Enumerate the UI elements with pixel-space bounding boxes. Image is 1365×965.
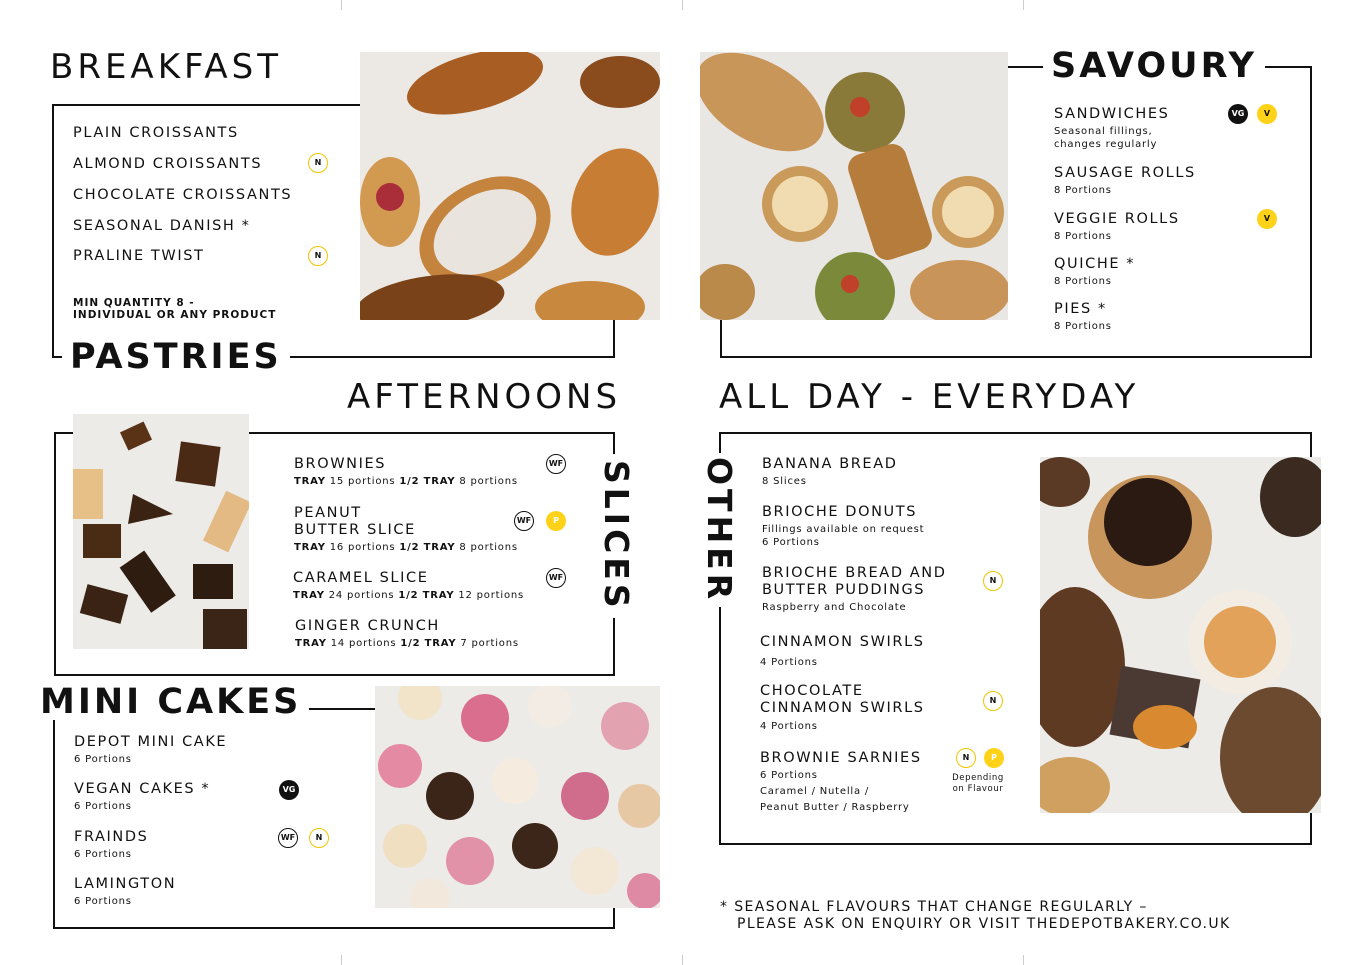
fold-mark-bottom-right xyxy=(1023,955,1024,965)
nut-badge-icon: N xyxy=(956,748,976,768)
badge-note-line: Depending xyxy=(952,773,1004,783)
vegetarian-badge-icon: V xyxy=(1257,104,1277,124)
fold-mark-top-right xyxy=(1023,0,1024,10)
item-detail: Raspberry and Chocolate xyxy=(762,602,907,613)
list-item xyxy=(73,125,239,142)
item-detail: Fillings available on request xyxy=(762,524,925,535)
item-name: FRAINDS xyxy=(74,829,149,845)
note-line: INDIVIDUAL OR ANY PRODUCT xyxy=(73,309,277,321)
item-detail: 8 Slices xyxy=(762,476,807,487)
vegetarian-badge-icon: V xyxy=(1257,209,1277,229)
brownies-photo xyxy=(73,414,249,649)
item-name: BROWNIES xyxy=(294,456,387,472)
item-name: VEGAN CAKES * xyxy=(74,781,211,797)
fold-mark-bottom-center xyxy=(682,955,683,965)
list-item xyxy=(1054,256,1135,288)
savoury-title: SAVOURY xyxy=(1043,49,1265,84)
list-item xyxy=(74,876,176,908)
fold-mark-top-left xyxy=(341,0,342,10)
item-detail: 8 Portions xyxy=(1054,185,1112,196)
peanut-badge-icon: P xyxy=(984,748,1004,768)
fold-mark-bottom-left xyxy=(341,955,342,965)
list-item xyxy=(762,504,924,549)
list-item xyxy=(295,618,519,650)
min-quantity-note xyxy=(73,297,276,321)
badge-note-line: on Flavour xyxy=(952,784,1004,794)
vegan-badge-icon: VG xyxy=(279,780,299,800)
item-detail: TRAY 16 portions 1/2 TRAY 8 portions xyxy=(294,542,518,553)
nut-badge-icon: N xyxy=(983,691,1003,711)
wheat-free-badge-icon: WF xyxy=(278,828,298,848)
item-name: BRIOCHE DONUTS xyxy=(762,504,918,520)
item-detail: changes regularly xyxy=(1054,139,1158,150)
list-item xyxy=(74,829,148,861)
item-detail: TRAY 14 portions 1/2 TRAY 7 portions xyxy=(295,638,519,649)
vegan-badge-icon: VG xyxy=(1228,104,1248,124)
list-item xyxy=(74,734,227,766)
item-name: BUTTER PUDDINGS xyxy=(762,582,926,598)
item-name: QUICHE * xyxy=(1054,256,1136,272)
item-name: BUTTER SLICE xyxy=(294,522,416,538)
other-title: OTHER xyxy=(703,453,736,607)
nut-badge-icon: N xyxy=(308,246,328,266)
item-detail: TRAY 15 portions 1/2 TRAY 8 portions xyxy=(294,476,518,487)
item-detail: Caramel / Nutella / xyxy=(760,786,870,797)
item-detail: 6 Portions xyxy=(762,537,820,548)
item-detail: 4 Portions xyxy=(760,657,818,668)
list-item xyxy=(73,187,292,204)
wheat-free-badge-icon: WF xyxy=(546,454,566,474)
badge-note xyxy=(945,773,1011,795)
list-item xyxy=(294,456,518,488)
item-name: GINGER CRUNCH xyxy=(295,618,440,634)
item-name: PEANUT xyxy=(294,505,362,521)
list-item xyxy=(1054,106,1169,151)
list-item xyxy=(1054,301,1112,333)
footnote-line: * SEASONAL FLAVOURS THAT CHANGE REGULARLY – xyxy=(720,899,1148,915)
savoury-photo xyxy=(700,52,1008,320)
item-name: CHOCOLATE xyxy=(760,683,864,699)
peanut-badge-icon: P xyxy=(546,511,566,531)
list-item xyxy=(760,634,925,669)
seasonal-footnote xyxy=(720,899,1231,933)
item-detail: 8 Portions xyxy=(1054,276,1112,287)
item-detail: TRAY 24 portions 1/2 TRAY 12 portions xyxy=(293,590,525,601)
all-day-title: ALL DAY - EVERYDAY xyxy=(719,377,1140,417)
wheat-free-badge-icon: WF xyxy=(546,568,566,588)
wheat-free-badge-icon: WF xyxy=(514,511,534,531)
item-detail: 8 Portions xyxy=(1054,231,1112,242)
afternoons-title: AFTERNOONS xyxy=(347,377,622,417)
item-name: PLAIN CROISSANTS xyxy=(73,125,239,141)
list-item xyxy=(760,683,925,733)
nut-badge-icon: N xyxy=(308,153,328,173)
item-name: CHOCOLATE CROISSANTS xyxy=(73,187,293,203)
nut-badge-icon: N xyxy=(983,571,1003,591)
item-name: CINNAMON SWIRLS xyxy=(760,700,925,716)
list-item xyxy=(760,750,922,814)
list-item xyxy=(1054,165,1196,197)
item-name: CARAMEL SLICE xyxy=(293,570,429,586)
item-detail: 4 Portions xyxy=(760,721,818,732)
list-item xyxy=(762,565,947,614)
croissants-photo xyxy=(360,52,660,320)
list-item xyxy=(73,248,204,265)
item-detail: 8 Portions xyxy=(1054,321,1112,332)
item-name: ALMOND CROISSANTS xyxy=(73,156,263,172)
mini-cakes-photo xyxy=(375,686,660,908)
list-item xyxy=(74,781,210,813)
item-name: SAUSAGE ROLLS xyxy=(1054,165,1196,181)
fold-mark-top-center xyxy=(682,0,683,10)
item-detail: 6 Portions xyxy=(74,801,132,812)
footnote-line: PLEASE ASK ON ENQUIRY OR VISIT THEDEPOTBAKERY.CO.UK xyxy=(737,916,1231,932)
list-item xyxy=(73,218,250,235)
list-item xyxy=(762,456,897,488)
list-item xyxy=(294,505,518,554)
item-detail: Peanut Butter / Raspberry xyxy=(760,802,910,813)
item-name: PIES * xyxy=(1054,301,1107,317)
item-name: SEASONAL DANISH * xyxy=(73,218,251,234)
item-detail: 6 Portions xyxy=(74,754,132,765)
note-line: MIN QUANTITY 8 - xyxy=(73,297,195,309)
mini-cakes-title: MINI CAKES xyxy=(32,685,309,720)
item-name: BRIOCHE BREAD AND xyxy=(762,565,947,581)
slices-title: SLICES xyxy=(600,454,633,618)
pastries-title: PASTRIES xyxy=(62,340,290,375)
list-item xyxy=(73,156,262,173)
item-detail: 6 Portions xyxy=(760,770,818,781)
item-name: SANDWICHES xyxy=(1054,106,1170,122)
item-detail: 6 Portions xyxy=(74,849,132,860)
item-detail: 6 Portions xyxy=(74,896,132,907)
item-name: LAMINGTON xyxy=(74,876,177,892)
cakes-photo xyxy=(1040,457,1321,813)
item-name: VEGGIE ROLLS xyxy=(1054,211,1180,227)
item-name: BANANA BREAD xyxy=(762,456,898,472)
item-name: BROWNIE SARNIES xyxy=(760,750,922,766)
item-detail: Seasonal fillings, xyxy=(1054,126,1153,137)
item-name: PRALINE TWIST xyxy=(73,248,205,264)
breakfast-title: BREAKFAST xyxy=(50,47,283,87)
nut-badge-icon: N xyxy=(309,828,329,848)
list-item xyxy=(1054,211,1180,243)
list-item xyxy=(293,570,524,602)
item-name: CINNAMON SWIRLS xyxy=(760,634,925,650)
item-name: DEPOT MINI CAKE xyxy=(74,734,228,750)
